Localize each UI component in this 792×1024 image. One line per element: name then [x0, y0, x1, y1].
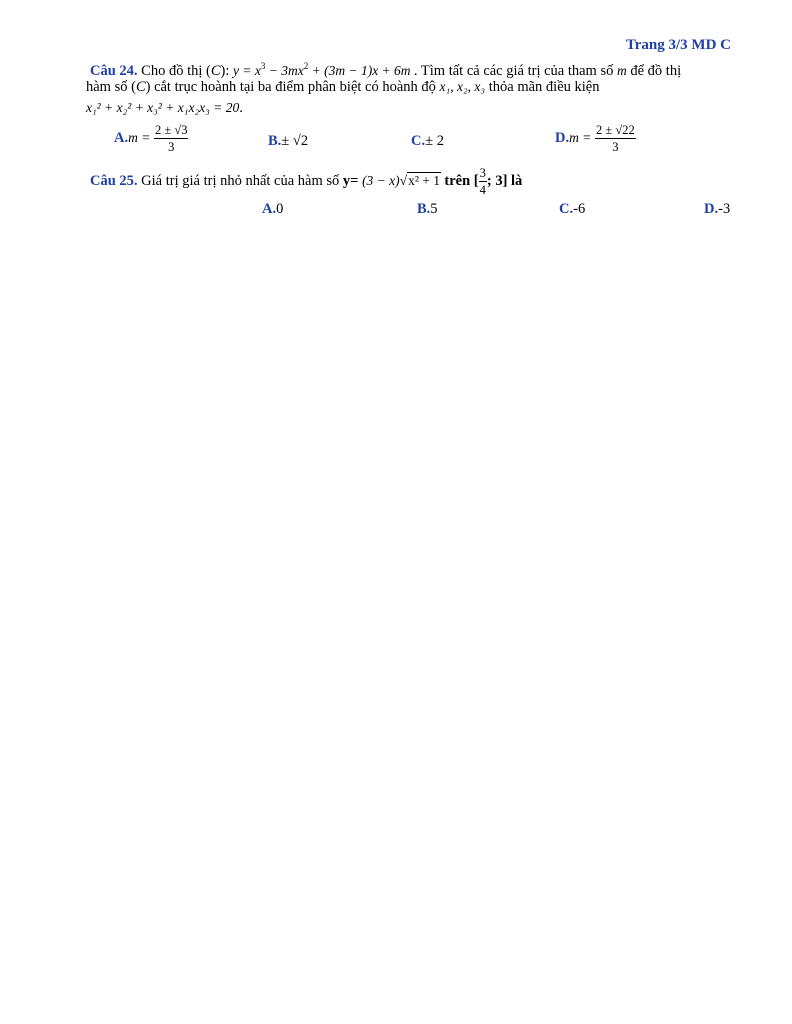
q24-option-d-denominator: 3: [612, 140, 619, 154]
q24-line2-curve: C: [135, 79, 146, 95]
q25-option-b[interactable]: [417, 200, 438, 218]
q25-option-d-letter: D.: [704, 201, 719, 217]
q25-option-a-value: 0: [276, 201, 284, 217]
q24-line-3: [86, 99, 243, 117]
q24-option-b-letter: B.: [268, 133, 282, 149]
q24-option-a-denominator: 3: [168, 140, 175, 154]
q24-condition-end: .: [239, 100, 243, 116]
q24-option-d-letter: D.: [555, 129, 570, 146]
q25-interval-numerator: 3: [479, 166, 486, 180]
q24-option-c-value: ± 2: [425, 133, 444, 149]
q25-option-a-letter: A.: [262, 201, 277, 217]
q24-eq-y: y: [233, 63, 240, 78]
q25-y-eq: y=: [342, 172, 359, 189]
q24-option-a-fraction: [154, 123, 188, 154]
q25-line-1: [90, 166, 522, 197]
q24-line2-vars: x₁, x₂, x₃: [439, 79, 486, 94]
q24-param: m: [616, 63, 627, 78]
q25-option-c-value: -6: [573, 201, 586, 217]
q25-option-d-value: -3: [718, 201, 731, 217]
q24-option-a[interactable]: [114, 123, 188, 154]
q24-option-d-numerator: 2 ± √22: [595, 123, 635, 137]
q24-text-after-eq: . Tìm tất cả các giá trị của tham số: [413, 63, 614, 79]
q25-on-word: trên: [444, 172, 471, 189]
q24-option-a-prefix: m =: [128, 129, 151, 145]
q24-eq-exp-3: 3: [260, 61, 266, 71]
q25-interval-rest: ; 3]: [486, 172, 508, 189]
q24-eq-part-1: = x: [239, 63, 261, 78]
q24-label: Câu 24.: [90, 63, 138, 79]
q24-line2-mid: ) cắt trục hoành tại ba điểm phân biệt có hoành độ: [145, 79, 436, 95]
q24-option-b-value: ± √2: [281, 133, 309, 149]
q25-function-sqrt: √x² + 1: [399, 172, 440, 188]
q24-eq-part-2: − 3mx: [265, 63, 304, 78]
q24-condition: x₁² + x₂² + x₃² + x₁x₂x₃ = 20: [86, 100, 240, 115]
q25-is-word: là: [511, 172, 523, 189]
q24-line2-end: thỏa mãn điều kiện: [488, 79, 600, 95]
q25-option-c[interactable]: [559, 200, 585, 218]
q24-line-1: [90, 57, 681, 80]
q25-option-a[interactable]: [262, 200, 283, 218]
q24-curve-name: C: [210, 63, 221, 79]
q25-function-factor: (3 − x): [362, 172, 400, 188]
q25-label: Câu 25.: [90, 172, 138, 189]
q25-option-c-letter: C.: [559, 201, 574, 217]
q25-function-radicand: x² + 1: [408, 172, 440, 188]
q24-option-d-fraction: [595, 123, 636, 154]
q24-eq-exp-2: 2: [303, 61, 309, 71]
q24-option-d[interactable]: [555, 123, 636, 154]
q25-interval-denominator: 4: [479, 183, 486, 197]
q25-option-d[interactable]: [704, 200, 730, 218]
q24-option-c[interactable]: [411, 132, 444, 150]
q24-line2-start: hàm số (: [86, 79, 136, 95]
q24-equation: [233, 63, 414, 78]
q24-line-2: [86, 78, 599, 96]
q24-intro: Cho đồ thị (: [141, 63, 211, 79]
q25-option-b-value: 5: [430, 201, 438, 217]
q24-intro-close: ):: [220, 63, 230, 79]
q24-eq-part-3: + (3m − 1)x + 6m: [308, 63, 411, 78]
q25-interval-open: [: [473, 172, 479, 189]
q24-text-end-line1: để đồ thị: [630, 63, 682, 79]
q24-option-d-prefix: m =: [569, 129, 592, 145]
q24-option-a-letter: A.: [114, 129, 129, 146]
q25-option-b-letter: B.: [417, 201, 431, 217]
q24-option-b[interactable]: [268, 132, 308, 150]
q25-function: [362, 173, 444, 188]
q25-text: Giá trị giá trị nhỏ nhất của hàm số: [141, 172, 340, 189]
q25-interval-fraction: [479, 166, 487, 197]
q24-option-a-numerator: 2 ± √3: [154, 123, 188, 137]
page-header: Trang 3/3 MD C: [625, 37, 731, 53]
q24-option-c-letter: C.: [411, 133, 426, 149]
